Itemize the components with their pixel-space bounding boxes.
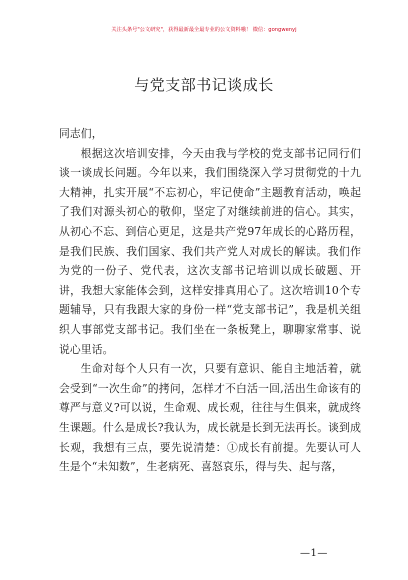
salutation: 同志们，: [59, 127, 103, 140]
document-body: [59, 124, 361, 477]
promo-banner: 关注头条号"公文研究"，获得最新最全最专业的公文资料哦！ 微信：gongwenyj: [111, 27, 297, 33]
document-title: 与党支部书记谈成长: [134, 76, 274, 94]
page-number: —1—: [300, 548, 328, 559]
paragraph-2: 生命对每个人只有一次，只要有意识、能自主地活着，就会受到“一次生命”的拷问，怎样才不白活一回,活出生命该有的尊严与意义?可以说，生命观、成长观，往往与生俱来，就成终生课题。什么是成长?我认为，成长就是长到无法再长。谈到成长观，我想有三点，要先说清楚：①成长有前提。先要认可人生是个“未知数”，生老病死、喜怒哀乐，得与失、起与落，: [59, 362, 361, 474]
paragraph-1: 根据这次培训安排，今天由我与学校的党支部书记同行们谈一谈成长问题。今年以来，我们围绕深入学习贯彻党的十九大精神，扎实开展“不忘初心，牢记使命”主题教育活动，唤起了我们对源头初心的敬仰，坚定了对继续前进的信心。其实，从初心不忘、到信心更足，这是共产党97年成长的心路历程，是我们民族、我们国家、我们共产党人对成长的解读。我们作为党的一份子、党代表，这次支部书记培训以成长破题、开讲，我想大家能体会到，这样安排真用心了。这次培训10个专题辅导，只有我跟大家的身份一样“党支部书记”，我是机关组织人事部党支部书记。我们坐在一条板凳上，聊聊家常事、说说心里话。: [59, 146, 361, 356]
